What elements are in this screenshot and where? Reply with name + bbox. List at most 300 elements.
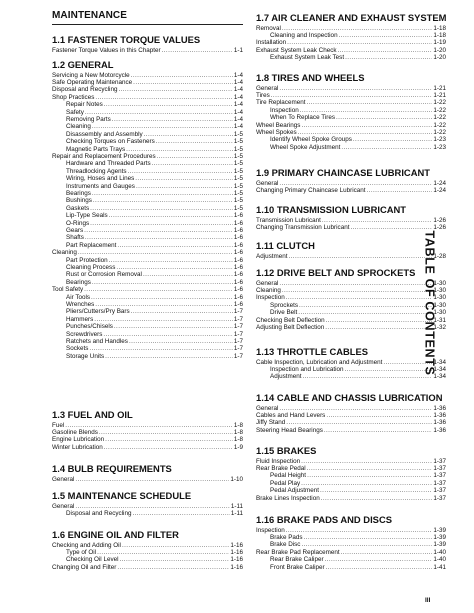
entry-page: 1-18 xyxy=(433,24,446,32)
dot-leader xyxy=(128,168,233,175)
toc-subentry[interactable] xyxy=(52,168,243,175)
entry-label: Wiring, Hoses and Lines xyxy=(66,175,135,183)
entry-page: 1-22 xyxy=(433,128,446,136)
entry-label: Servicing a New Motorcycle xyxy=(52,71,130,79)
entry-page: 1-7 xyxy=(233,315,243,323)
entry-page: 1-5 xyxy=(233,189,243,197)
toc-subentry[interactable] xyxy=(256,114,446,121)
entry-label: Instruments and Gauges xyxy=(66,182,135,190)
toc-subentry[interactable] xyxy=(52,212,243,219)
entry-page: 1-26 xyxy=(433,223,446,231)
dot-leader xyxy=(300,107,433,114)
chapter-title: MAINTENANCE xyxy=(52,10,127,21)
entry-label: Gaskets xyxy=(66,204,90,212)
entry-label: Inspection xyxy=(256,294,285,302)
entry-label: Cleaning xyxy=(52,249,77,257)
toc-subentry[interactable] xyxy=(52,279,243,286)
toc-entry[interactable] xyxy=(52,542,243,549)
entry-label: Engine Lubrication xyxy=(52,436,105,444)
entry-page: 1-7 xyxy=(233,308,243,316)
toc-subentry[interactable] xyxy=(52,316,243,323)
toc-subentry[interactable] xyxy=(256,32,446,39)
dot-leader xyxy=(304,534,433,541)
entry-label: Winter Lubrication xyxy=(52,443,103,451)
entry-page: 1-22 xyxy=(433,121,446,129)
toc-subentry[interactable] xyxy=(52,301,243,308)
entry-page: 1-5 xyxy=(233,138,243,146)
toc-entry[interactable] xyxy=(256,412,446,419)
entry-page: 1-5 xyxy=(233,197,243,205)
entry-page: 1-6 xyxy=(233,293,243,301)
toc-entry[interactable] xyxy=(52,94,243,101)
entry-page: 1-6 xyxy=(233,241,243,249)
toc-subentry[interactable] xyxy=(256,472,446,479)
entry-label: Shafts xyxy=(66,234,84,242)
entry-label: General xyxy=(52,475,75,483)
toc-subentry[interactable] xyxy=(256,107,446,114)
entry-label: Adjusting Belt Deflection xyxy=(256,323,325,331)
dot-leader xyxy=(301,541,432,548)
toc-subentry[interactable] xyxy=(52,160,243,167)
entry-label: Installation xyxy=(256,39,287,47)
entry-label: Wheel Spokes xyxy=(256,128,297,136)
dot-leader xyxy=(105,436,233,443)
entry-page: 1-28 xyxy=(433,252,446,260)
toc-entry[interactable] xyxy=(52,153,243,160)
entry-label: Checking Oil Level xyxy=(66,556,119,564)
entry-label: Gears xyxy=(66,226,84,234)
entry-page: 1-4 xyxy=(233,115,243,123)
entry-page: 1-21 xyxy=(433,91,446,99)
dot-leader xyxy=(117,564,229,571)
entry-page: 1-34 xyxy=(433,365,446,373)
entry-label: Front Brake Caliper xyxy=(270,563,325,571)
toc-subentry[interactable] xyxy=(52,331,243,338)
dot-leader xyxy=(301,458,432,465)
entry-label: Pedal Play xyxy=(270,479,301,487)
section-heading: 1.5 MAINTENANCE SCHEDULE xyxy=(52,490,192,501)
toc-entry[interactable] xyxy=(52,79,243,86)
entry-page: 1-40 xyxy=(433,548,446,556)
entry-page: 1-24 xyxy=(433,179,446,187)
dot-leader xyxy=(97,549,229,556)
entry-label: Exhaust System Leak Check xyxy=(256,46,337,54)
dot-leader xyxy=(306,99,432,106)
entry-label: Sprockets xyxy=(270,301,298,309)
entry-label: Pedal Height xyxy=(270,472,307,480)
dot-leader xyxy=(116,264,233,271)
toc-subentry[interactable] xyxy=(256,487,446,494)
dot-leader xyxy=(84,227,233,234)
entry-label: Lip-Type Seals xyxy=(66,212,108,220)
toc-subentry[interactable] xyxy=(256,136,446,143)
entry-page: 1-30 xyxy=(433,301,446,309)
toc-subentry[interactable] xyxy=(52,294,243,301)
toc-subentry[interactable] xyxy=(256,54,446,61)
toc-subentry[interactable] xyxy=(256,564,446,571)
entry-page: 1-4 xyxy=(233,78,243,86)
toc-entry[interactable] xyxy=(52,476,243,483)
entry-page: 1-4 xyxy=(233,123,243,131)
dot-leader xyxy=(345,54,432,61)
entry-label: Wrenches xyxy=(66,300,95,308)
dot-leader xyxy=(162,47,233,54)
toc-entry[interactable] xyxy=(256,47,446,54)
page-number: III xyxy=(425,597,431,604)
toc-subentry[interactable] xyxy=(52,234,243,241)
entry-page: 1-7 xyxy=(233,330,243,338)
toc-entry[interactable] xyxy=(256,92,446,99)
entry-label: Rear Brake Caliper xyxy=(270,556,324,564)
toc-subentry[interactable] xyxy=(52,323,243,330)
entry-label: Brake Pads xyxy=(270,533,303,541)
toc-subentry[interactable] xyxy=(52,353,243,360)
dot-leader xyxy=(104,444,233,451)
dot-leader xyxy=(279,280,432,287)
entry-page: 1-37 xyxy=(433,472,446,480)
dot-leader xyxy=(286,527,433,534)
dot-leader xyxy=(287,39,432,46)
entry-label: Disposal and Recycling xyxy=(66,509,132,517)
entry-label: Threadlocking Agents xyxy=(66,167,127,175)
section-heading: 1.11 CLUTCH xyxy=(256,240,315,251)
entry-page: 1-6 xyxy=(233,234,243,242)
entry-label: Punches/Chisels xyxy=(66,323,113,331)
toc-entry[interactable] xyxy=(256,180,446,187)
toc-subentry[interactable] xyxy=(52,123,243,130)
entry-label: Sockets xyxy=(66,345,89,353)
entry-label: Transmission Lubricant xyxy=(256,216,321,224)
entry-page: 1-22 xyxy=(433,114,446,122)
toc-subentry[interactable] xyxy=(52,109,243,116)
entry-label: Magnetic Parts Trays xyxy=(66,145,126,153)
entry-page: 1-36 xyxy=(433,419,446,427)
section-heading: 1.8 TIRES AND WHEELS xyxy=(256,72,365,83)
entry-page: 1-16 xyxy=(230,556,243,564)
toc-subentry[interactable] xyxy=(52,146,243,153)
section-heading: 1.10 TRANSMISSION LUBRICANT xyxy=(256,204,407,215)
entry-label: Gasoline Blends xyxy=(52,428,98,436)
entry-page: 1-19 xyxy=(433,39,446,47)
entry-label: Adjustment xyxy=(270,373,302,381)
entry-label: Storage Units xyxy=(66,352,105,360)
toc-subentry[interactable] xyxy=(256,144,446,151)
dot-leader xyxy=(324,427,433,434)
section-heading: 1.12 DRIVE BELT AND SPROCKETS xyxy=(256,267,416,278)
entry-page: 1-20 xyxy=(433,54,446,62)
entry-page: 1-37 xyxy=(433,487,446,495)
toc-entry[interactable] xyxy=(52,47,243,54)
entry-label: Checking Belt Deflection xyxy=(256,316,325,324)
entry-label: General xyxy=(256,279,279,287)
entry-page: 1-5 xyxy=(233,175,243,183)
entry-page: 1-23 xyxy=(433,136,446,144)
entry-label: Hammers xyxy=(66,315,94,323)
entry-label: Exhaust System Leak Test xyxy=(270,54,345,62)
toc-subentry[interactable] xyxy=(52,138,243,145)
toc-entry[interactable] xyxy=(52,429,243,436)
toc-entry[interactable] xyxy=(52,72,243,79)
dot-leader xyxy=(95,301,233,308)
entry-page: 1-6 xyxy=(233,271,243,279)
entry-label: General xyxy=(256,404,279,412)
toc-entry[interactable] xyxy=(256,405,446,412)
dot-leader xyxy=(131,308,233,315)
title-rule xyxy=(52,24,243,25)
dot-leader xyxy=(322,217,433,224)
dot-leader xyxy=(282,287,433,294)
toc-entry[interactable] xyxy=(256,217,446,224)
dot-leader xyxy=(109,257,233,264)
section-heading: 1.9 PRIMARY CHAINCASE LUBRICANT xyxy=(256,167,430,178)
dot-leader xyxy=(99,429,233,436)
entry-label: Steering Head Bearings xyxy=(256,426,323,434)
toc-subentry[interactable] xyxy=(52,556,243,563)
dot-leader xyxy=(321,495,433,502)
toc-subentry[interactable] xyxy=(256,534,446,541)
dot-leader xyxy=(279,405,432,412)
toc-subentry[interactable] xyxy=(52,190,243,197)
dot-leader xyxy=(299,302,432,309)
section-heading: 1.1 FASTENER TORQUE VALUES xyxy=(52,34,201,45)
dot-leader xyxy=(118,86,232,93)
dot-leader xyxy=(132,510,229,517)
dot-leader xyxy=(353,136,432,143)
entry-page: 1-4 xyxy=(233,101,243,109)
section-heading: 1.16 BRAKE PADS AND DISCS xyxy=(256,514,392,525)
dot-leader xyxy=(95,94,233,101)
entry-page: 1-34 xyxy=(433,373,446,381)
entry-label: Part Protection xyxy=(66,256,108,264)
toc-subentry[interactable] xyxy=(52,257,243,264)
entry-page: 1-5 xyxy=(233,152,243,160)
dot-leader xyxy=(90,220,233,227)
entry-label: Pliers/Cutters/Pry Bars xyxy=(66,308,130,316)
entry-page: 1-6 xyxy=(233,300,243,308)
dot-leader xyxy=(307,465,433,472)
entry-label: Fuel xyxy=(52,421,65,429)
toc-entry[interactable] xyxy=(256,85,446,92)
dot-leader xyxy=(131,72,233,79)
dot-leader xyxy=(271,92,433,99)
entry-label: Bearings xyxy=(66,189,91,197)
dot-leader xyxy=(91,294,233,301)
toc-entry[interactable] xyxy=(256,25,446,32)
dot-leader xyxy=(307,472,432,479)
entry-label: Inspection and Lubrication xyxy=(270,365,344,373)
entry-label: Bearings xyxy=(66,278,91,286)
entry-page: 1-6 xyxy=(233,212,243,220)
entry-label: Cleaning and Inspection xyxy=(270,31,338,39)
toc-subentry[interactable] xyxy=(256,480,446,487)
entry-page: 1-37 xyxy=(433,479,446,487)
section-heading: 1.14 CABLE AND CHASSIS LUBRICATION xyxy=(256,392,443,403)
entry-page: 1-4 xyxy=(233,86,243,94)
entry-label: General xyxy=(256,179,279,187)
toc-subentry[interactable] xyxy=(256,556,446,563)
entry-page: 1-5 xyxy=(233,167,243,175)
dot-leader xyxy=(326,564,433,571)
toc-entry[interactable] xyxy=(256,458,446,465)
dot-leader xyxy=(298,309,432,316)
entry-page: 1-18 xyxy=(433,31,446,39)
entry-label: Cable Inspection, Lubrication and Adjustment xyxy=(256,358,383,366)
toc-subentry[interactable] xyxy=(52,264,243,271)
dot-leader xyxy=(152,160,233,167)
entry-page: 1-36 xyxy=(433,426,446,434)
entry-label: Inspection xyxy=(270,106,299,114)
side-tab xyxy=(416,225,442,380)
entry-label: Adjustment xyxy=(256,252,288,260)
toc-entry[interactable] xyxy=(256,99,446,106)
toc-subentry[interactable] xyxy=(52,220,243,227)
dot-leader xyxy=(92,279,233,286)
entry-page: 1-37 xyxy=(433,464,446,472)
entry-label: Shop Practices xyxy=(52,93,95,101)
entry-label: When To Replace Tires xyxy=(270,114,335,122)
entry-label: Jiffy Stand xyxy=(256,419,286,427)
toc-entry[interactable] xyxy=(256,122,446,129)
entry-label: Brake Lines Inspection xyxy=(256,494,320,502)
dot-leader xyxy=(129,338,233,345)
entry-label: Pedal Adjustment xyxy=(270,487,320,495)
toc-entry[interactable] xyxy=(256,495,446,502)
dot-leader xyxy=(90,205,233,212)
toc-subentry[interactable] xyxy=(52,308,243,315)
toc-entry[interactable] xyxy=(52,422,243,429)
dot-leader xyxy=(367,187,433,194)
toc-entry[interactable] xyxy=(256,427,446,434)
dot-leader xyxy=(341,144,432,151)
toc-subentry[interactable] xyxy=(52,205,243,212)
dot-leader xyxy=(75,503,229,510)
toc-entry[interactable] xyxy=(52,249,243,256)
toc-subentry[interactable] xyxy=(256,541,446,548)
entry-page: 1-7 xyxy=(233,337,243,345)
entry-page: 1-9 xyxy=(233,443,243,451)
toc-entry[interactable] xyxy=(52,436,243,443)
entry-page: 1-5 xyxy=(233,160,243,168)
entry-page: 1-5 xyxy=(233,204,243,212)
toc-subentry[interactable] xyxy=(52,183,243,190)
entry-page: 1-23 xyxy=(433,143,446,151)
dot-leader xyxy=(157,153,233,160)
entry-label: Screwdrivers xyxy=(66,330,103,338)
entry-label: Removing Parts xyxy=(66,115,111,123)
entry-page: 1-34 xyxy=(433,358,446,366)
section-heading: 1.7 AIR CLEANER AND EXHAUST SYSTEM xyxy=(256,12,447,23)
entry-label: Cleaning xyxy=(256,286,281,294)
entry-page: 1-20 xyxy=(433,46,446,54)
entry-label: Cleaning xyxy=(66,123,91,131)
toc-entry[interactable] xyxy=(256,129,446,136)
dot-leader xyxy=(298,129,433,136)
dot-leader xyxy=(286,294,433,301)
dot-leader xyxy=(112,116,233,123)
toc-subentry[interactable] xyxy=(52,227,243,234)
entry-label: General xyxy=(256,84,279,92)
dot-leader xyxy=(94,316,233,323)
entry-page: 1-7 xyxy=(233,323,243,331)
toc-subentry[interactable] xyxy=(52,345,243,352)
toc-entry[interactable] xyxy=(256,419,446,426)
dot-leader xyxy=(325,556,433,563)
entry-label: Fastener Torque Values in this Chapter xyxy=(52,46,161,54)
entry-page: 1-30 xyxy=(433,294,446,302)
toc-subentry[interactable] xyxy=(52,175,243,182)
dot-leader xyxy=(122,542,229,549)
dot-leader xyxy=(320,487,432,494)
toc-subentry[interactable] xyxy=(52,338,243,345)
toc-subentry[interactable] xyxy=(52,101,243,108)
entry-page: 1-5 xyxy=(233,145,243,153)
dot-leader xyxy=(144,131,233,138)
dot-leader xyxy=(92,190,233,197)
dot-leader xyxy=(289,253,433,260)
toc-entry[interactable] xyxy=(52,503,243,510)
entry-label: Tire Replacement xyxy=(256,99,306,107)
dot-leader xyxy=(326,412,432,419)
toc-entry[interactable] xyxy=(256,549,446,556)
entry-page: 1-16 xyxy=(230,541,243,549)
toc-subentry[interactable] xyxy=(52,116,243,123)
entry-label: Tires xyxy=(256,91,270,99)
entry-page: 1-5 xyxy=(233,182,243,190)
entry-page: 1-1 xyxy=(233,46,243,54)
entry-label: Tool Safety xyxy=(52,286,84,294)
entry-page: 1-8 xyxy=(233,428,243,436)
dot-leader xyxy=(114,323,233,330)
entry-page: 1-37 xyxy=(433,457,446,465)
entry-label: Ratchets and Handles xyxy=(66,337,128,345)
toc-entry[interactable] xyxy=(52,444,243,451)
entry-label: Disposal and Recycling xyxy=(52,86,118,94)
entry-label: Removal xyxy=(256,24,281,32)
dot-leader xyxy=(89,345,232,352)
toc-entry[interactable] xyxy=(52,286,243,293)
entry-page: 1-6 xyxy=(233,226,243,234)
entry-label: Repair Notes xyxy=(66,101,103,109)
entry-label: Inspection xyxy=(256,526,285,534)
entry-page: 1-6 xyxy=(233,256,243,264)
entry-page: 1-5 xyxy=(233,130,243,138)
entry-label: Changing Primary Chaincase Lubricant xyxy=(256,186,366,194)
toc-entry[interactable] xyxy=(256,39,446,46)
toc-entry[interactable] xyxy=(256,465,446,472)
toc-subentry[interactable] xyxy=(52,510,243,517)
toc-subentry[interactable] xyxy=(52,242,243,249)
entry-page: 1-4 xyxy=(233,71,243,79)
entry-label: Air Tools xyxy=(66,293,91,301)
toc-entry[interactable] xyxy=(256,527,446,534)
toc-entry[interactable] xyxy=(52,564,243,571)
entry-page: 1-6 xyxy=(233,249,243,257)
toc-subentry[interactable] xyxy=(52,549,243,556)
toc-entry[interactable] xyxy=(52,86,243,93)
toc-subentry[interactable] xyxy=(52,197,243,204)
entry-label: Safe Operating Maintenance xyxy=(52,78,133,86)
entry-page: 1-11 xyxy=(230,502,243,510)
entry-label: Fluid Inspection xyxy=(256,457,301,465)
dot-leader xyxy=(279,85,432,92)
toc-entry[interactable] xyxy=(256,187,446,194)
entry-label: Identify Wheel Spoke Groups xyxy=(270,136,352,144)
entry-label: Cables and Hand Levers xyxy=(256,411,326,419)
entry-label: Hardware and Threaded Parts xyxy=(66,160,151,168)
toc-subentry[interactable] xyxy=(52,131,243,138)
toc-subentry[interactable] xyxy=(52,271,243,278)
entry-label: Checking and Adding Oil xyxy=(52,541,121,549)
